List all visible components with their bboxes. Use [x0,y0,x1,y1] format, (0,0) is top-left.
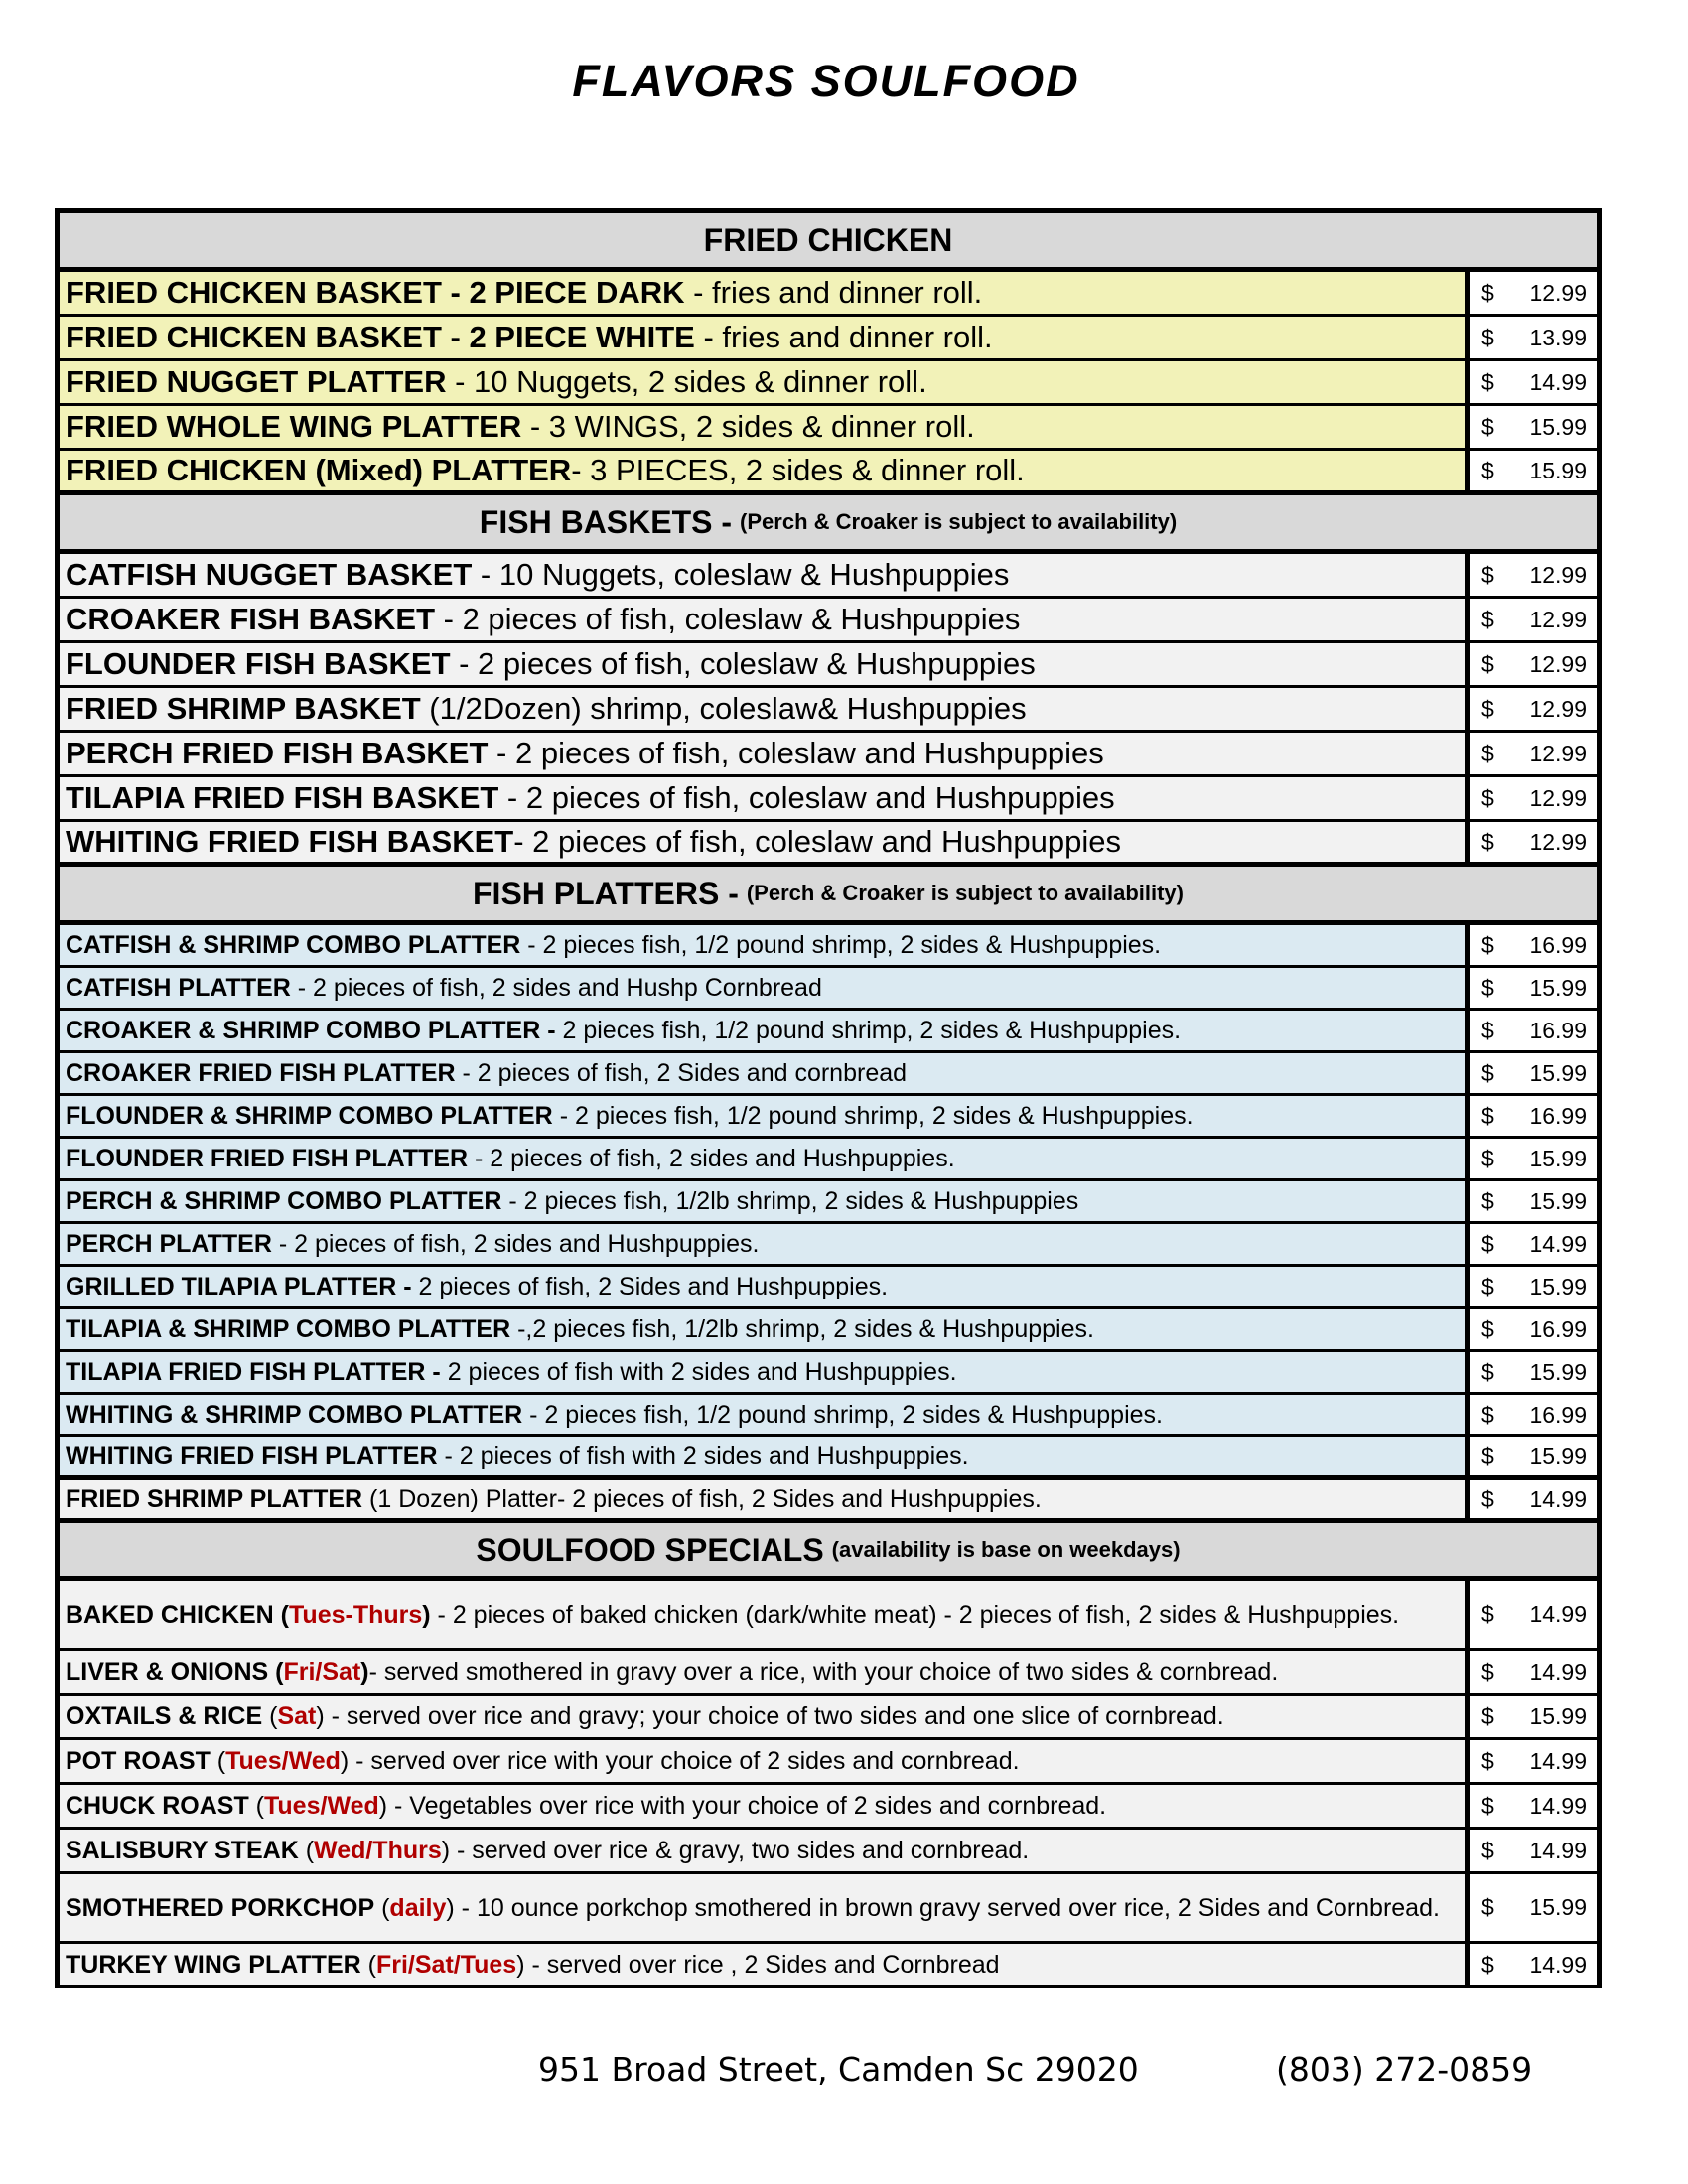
item-name: FRIED SHRIMP PLATTER [66,1484,363,1513]
item-name: SMOTHERED PORKCHOP [66,1893,375,1922]
item-currency: $ [1481,740,1494,766]
section-header [60,495,1597,554]
item-price: 14.99 [1529,368,1587,395]
menu-item [60,777,1597,822]
menu-item [60,733,1597,777]
footer-phone: (803) 272-0859 [1276,2050,1533,2089]
menu-item: CHUCK ROAST (Tues/Wed) - Vegetables over rice with your choice of 2 sides and cornbread. $ 14.99 [60,1785,1597,1830]
item-description: 2 pieces of fish with 2 sides and Hushpuppies. [440,1357,957,1386]
item-name: CATFISH PLATTER [66,973,291,1002]
item-description: - 3 WINGS, 2 sides & dinner roll. [521,409,975,444]
item-price: 14.99 [1529,1792,1587,1819]
item-price: 14.99 [1529,1601,1587,1627]
item-description: - 2 pieces fish, 1/2 pound shrimp, 2 sides & Hushpuppies. [552,1101,1194,1130]
menu-item [60,925,1597,968]
item-currency: $ [1481,828,1494,855]
item-price: 16.99 [1529,931,1587,958]
item-price: 15.99 [1529,1894,1587,1920]
item-description: - served over rice , 2 Sides and Cornbread [524,1950,1000,1979]
item-currency: $ [1481,457,1494,483]
item-description: - served over rice and gravy; your choice of two sides and one slice of cornbread. [324,1702,1224,1730]
menu-item [60,1437,1597,1480]
item-name: PERCH PLATTER [66,1229,272,1258]
menu-item [60,1309,1597,1352]
item-name: LIVER & ONIONS [66,1657,269,1686]
item-description: - 2 pieces of fish, 2 Sides and cornbread [455,1058,908,1087]
item-description: - 2 pieces of fish, coleslaw & Hushpuppies [435,602,1021,636]
menu-item [60,1181,1597,1224]
item-currency: $ [1481,1485,1494,1512]
item-currency: $ [1481,1837,1494,1863]
item-description: (1 Dozen) Platter- 2 pieces of fish, 2 Sides and Hushpuppies. [362,1484,1042,1513]
section-title: FISH BASKETS - [479,503,733,540]
section-title: FRIED CHICKEN [703,221,953,258]
item-price: 12.99 [1529,606,1587,632]
menu-item [60,1352,1597,1395]
item-availability: Fri/Sat/Tues [375,1950,517,1979]
item-currency: $ [1481,1442,1494,1469]
item-currency: $ [1481,1187,1494,1214]
item-price: 15.99 [1529,1358,1587,1385]
item-name: POT ROAST [66,1746,211,1775]
item-price: 14.99 [1529,1658,1587,1685]
item-name: GRILLED TILAPIA PLATTER - [66,1272,412,1300]
item-currency: $ [1481,1951,1494,1978]
item-price: 15.99 [1529,1273,1587,1299]
item-description: - fries and dinner roll. [684,275,983,310]
item-description: - 10 Nuggets, 2 sides & dinner roll. [446,364,927,399]
item-description: 2 pieces fish, 1/2 pound shrimp, 2 sides & Hushpuppies. [555,1016,1182,1044]
item-name: FRIED CHICKEN (Mixed) PLATTER [66,453,572,487]
menu-item [60,1053,1597,1096]
item-description: (1/2Dozen) shrimp, coleslaw& Hushpuppies [420,691,1027,726]
item-name: TURKEY WING PLATTER [66,1950,361,1979]
item-currency: $ [1481,1658,1494,1685]
item-price: 14.99 [1529,1747,1587,1774]
menu-item [60,968,1597,1011]
item-currency: $ [1481,650,1494,677]
item-name: FRIED CHICKEN BASKET - 2 PIECE DARK [66,275,685,310]
item-description: 2 pieces of fish, 2 Sides and Hushpuppies. [411,1272,889,1300]
menu-item: TURKEY WING PLATTER (Fri/Sat/Tues) - served over rice , 2 Sides and Cornbread $ 14.99 [60,1944,1597,1988]
item-price: 12.99 [1529,695,1587,722]
item-name: WHITING FRIED FISH PLATTER [66,1441,438,1470]
item-name: FRIED SHRIMP BASKET [66,691,421,726]
item-availability: Tues/Wed [264,1791,379,1820]
item-availability: Wed/Thurs [314,1836,442,1864]
item-availability: Tues/Wed [225,1746,341,1775]
item-currency: $ [1481,1315,1494,1342]
menu-item [60,1011,1597,1053]
item-currency: $ [1481,1792,1494,1819]
item-price: 12.99 [1529,828,1587,855]
item-currency: $ [1481,1017,1494,1043]
menu-item [60,361,1597,406]
item-price: 15.99 [1529,1187,1587,1214]
item-price: 13.99 [1529,324,1587,350]
footer-address: 951 Broad Street, Camden Sc 29020 [538,2050,1139,2089]
section-fish-platters [60,867,1597,1523]
item-price: 14.99 [1529,1951,1587,1978]
item-name: FRIED CHICKEN BASKET - 2 PIECE WHITE [66,320,695,354]
item-price: 12.99 [1529,784,1587,811]
item-name: CROAKER & SHRIMP COMBO PLATTER - [66,1016,556,1044]
item-currency: $ [1481,1273,1494,1299]
item-price: 16.99 [1529,1017,1587,1043]
item-currency: $ [1481,974,1494,1001]
item-currency: $ [1481,1059,1494,1086]
item-price: 15.99 [1529,1145,1587,1171]
item-description: - 2 pieces of fish, 2 sides and Hushpuppies. [468,1144,955,1172]
item-price: 16.99 [1529,1102,1587,1129]
item-name: CROAKER FISH BASKET [66,602,436,636]
menu-title: FLAVORS SOULFOOD [572,56,1080,106]
item-description: - 2 pieces of fish, coleslaw and Hushpuppies [513,824,1121,859]
item-name: OXTAILS & RICE [66,1702,263,1730]
item-currency: $ [1481,1703,1494,1729]
item-availability: daily [389,1893,447,1922]
item-description: - 2 pieces of fish with 2 sides and Hushpuppies. [437,1441,969,1470]
item-description: - 2 pieces fish, 1/2lb shrimp, 2 sides & Hushpuppies [501,1186,1079,1215]
menu-item: BAKED CHICKEN (Tues-Thurs) - 2 pieces of baked chicken (dark/white meat) - 2 pieces of fish, 2 sides & Hushpuppies. $ 14.99 [60,1581,1597,1651]
item-currency: $ [1481,413,1494,440]
item-availability: Fri/Sat [283,1657,361,1686]
item-name: FRIED WHOLE WING PLATTER [66,409,522,444]
menu-table [55,208,1602,1988]
item-name: FLOUNDER & SHRIMP COMBO PLATTER [66,1101,553,1130]
menu-item [60,688,1597,733]
menu-item [60,317,1597,361]
item-availability: Sat [277,1702,317,1730]
section-subtitle: (availability is base on weekdays) [831,1537,1181,1562]
item-currency: $ [1481,279,1494,306]
item-price: 15.99 [1529,1442,1587,1469]
item-price: 15.99 [1529,1703,1587,1729]
item-description: - 10 Nuggets, coleslaw & Hushpuppies [472,557,1010,592]
item-price: 12.99 [1529,740,1587,766]
item-currency: $ [1481,1401,1494,1428]
menu-item [60,643,1597,688]
item-price: 15.99 [1529,413,1587,440]
menu-item [60,554,1597,599]
item-description: - Vegetables over rice with your choice of 2 sides and cornbread. [387,1791,1107,1820]
item-price: 16.99 [1529,1315,1587,1342]
item-description: - 2 pieces of fish, 2 sides and Hushp Cornbread [290,973,822,1002]
menu-item [60,599,1597,643]
item-name: FRIED NUGGET PLATTER [66,364,447,399]
item-name: BAKED CHICKEN [66,1600,274,1629]
section-soulfood-specials [60,1523,1597,1988]
section-header [60,867,1597,925]
item-currency: $ [1481,931,1494,958]
item-description: - 2 pieces of fish, coleslaw & Hushpuppies [450,646,1036,681]
item-price: 14.99 [1529,1230,1587,1257]
item-currency: $ [1481,1230,1494,1257]
item-description: - 2 pieces fish, 1/2 pound shrimp, 2 sides & Hushpuppies. [520,930,1162,959]
menu-item [60,822,1597,867]
section-fried-chicken [60,213,1597,495]
menu-item: SMOTHERED PORKCHOP (daily) - 10 ounce porkchop smothered in brown gravy served over rice, 2 Sides and Cornbread. $ 15.99 [60,1874,1597,1944]
item-price: 12.99 [1529,279,1587,306]
item-name: CROAKER FRIED FISH PLATTER [66,1058,456,1087]
menu-item: SALISBURY STEAK (Wed/Thurs) - served over rice & gravy, two sides and cornbread. $ 14.99 [60,1830,1597,1874]
item-price: 14.99 [1529,1485,1587,1512]
menu-item [60,1139,1597,1181]
item-currency: $ [1481,695,1494,722]
menu-item [60,1395,1597,1437]
item-currency: $ [1481,1102,1494,1129]
item-description: - served smothered in gravy over a rice, with your choice of two sides & cornbread. [368,1657,1279,1686]
item-name: CATFISH NUGGET BASKET [66,557,473,592]
item-description: - 10 ounce porkchop smothered in brown gravy served over rice, 2 Sides and Cornbread. [454,1893,1440,1922]
menu-item: OXTAILS & RICE (Sat) - served over rice and gravy; your choice of two sides and one slice of cornbread. $ 15.99 [60,1696,1597,1740]
item-name: PERCH & SHRIMP COMBO PLATTER [66,1186,502,1215]
item-description: - served over rice & gravy, two sides and cornbread. [450,1836,1030,1864]
item-price: 14.99 [1529,1837,1587,1863]
item-name: TILAPIA & SHRIMP COMBO PLATTER [66,1314,511,1343]
item-currency: $ [1481,1358,1494,1385]
section-title: SOULFOOD SPECIALS [476,1531,824,1568]
item-description: - 2 pieces of fish, coleslaw and Hushpuppies [488,736,1104,770]
item-description: - 2 pieces of fish, 2 sides and Hushpuppies. [271,1229,760,1258]
item-currency: $ [1481,1747,1494,1774]
section-header [60,213,1597,272]
item-currency: $ [1481,324,1494,350]
item-price: 12.99 [1529,561,1587,588]
item-name: WHITING FRIED FISH BASKET [66,824,514,859]
item-name: TILAPIA FRIED FISH PLATTER - [66,1357,441,1386]
item-description: - 2 pieces of fish, coleslaw and Hushpuppies [498,780,1115,815]
item-description: - 2 pieces fish, 1/2 pound shrimp, 2 sides & Hushpuppies. [522,1400,1163,1429]
menu-item: LIVER & ONIONS (Fri/Sat)- served smothered in gravy over a rice, with your choice of two sides & cornbread. $ 14.99 [60,1651,1597,1696]
menu-item [60,451,1597,495]
menu-item [60,1267,1597,1309]
item-description: -,2 pieces fish, 1/2lb shrimp, 2 sides & Hushpuppies. [510,1314,1094,1343]
section-subtitle: (Perch & Croaker is subject to availability) [746,881,1184,905]
item-name: WHITING & SHRIMP COMBO PLATTER [66,1400,523,1429]
item-name: FLOUNDER FRIED FISH PLATTER [66,1144,469,1172]
item-currency: $ [1481,1894,1494,1920]
item-currency: $ [1481,606,1494,632]
section-subtitle: (Perch & Croaker is subject to availability) [740,509,1178,534]
item-price: 15.99 [1529,457,1587,483]
item-currency: $ [1481,561,1494,588]
section-fish-baskets [60,495,1597,867]
item-currency: $ [1481,368,1494,395]
section-title: FISH PLATTERS - [473,875,739,911]
menu-item [60,1224,1597,1267]
menu-item: POT ROAST (Tues/Wed) - served over rice with your choice of 2 sides and cornbread. $ 14.99 [60,1740,1597,1785]
item-name: FLOUNDER FISH BASKET [66,646,451,681]
item-name: SALISBURY STEAK [66,1836,299,1864]
item-currency: $ [1481,1145,1494,1171]
item-availability: Tues-Thurs [289,1600,423,1629]
item-currency: $ [1481,784,1494,811]
item-description: - 3 PIECES, 2 sides & dinner roll. [571,453,1025,487]
item-name: CHUCK ROAST [66,1791,249,1820]
section-header [60,1523,1597,1581]
item-price: 15.99 [1529,974,1587,1001]
item-price: 12.99 [1529,650,1587,677]
item-description: - fries and dinner roll. [694,320,993,354]
item-name: CATFISH & SHRIMP COMBO PLATTER [66,930,521,959]
item-name: PERCH FRIED FISH BASKET [66,736,489,770]
menu-item [60,1096,1597,1139]
menu-item [60,272,1597,317]
item-description: - served over rice with your choice of 2 sides and cornbread. [349,1746,1020,1775]
item-name: TILAPIA FRIED FISH BASKET [66,780,499,815]
menu-item [60,406,1597,451]
menu-item [60,1480,1597,1523]
item-description: - 2 pieces of baked chicken (dark/white meat) - 2 pieces of fish, 2 sides & Hushpuppies. [430,1600,1400,1629]
item-price: 15.99 [1529,1059,1587,1086]
item-price: 16.99 [1529,1401,1587,1428]
item-currency: $ [1481,1601,1494,1627]
